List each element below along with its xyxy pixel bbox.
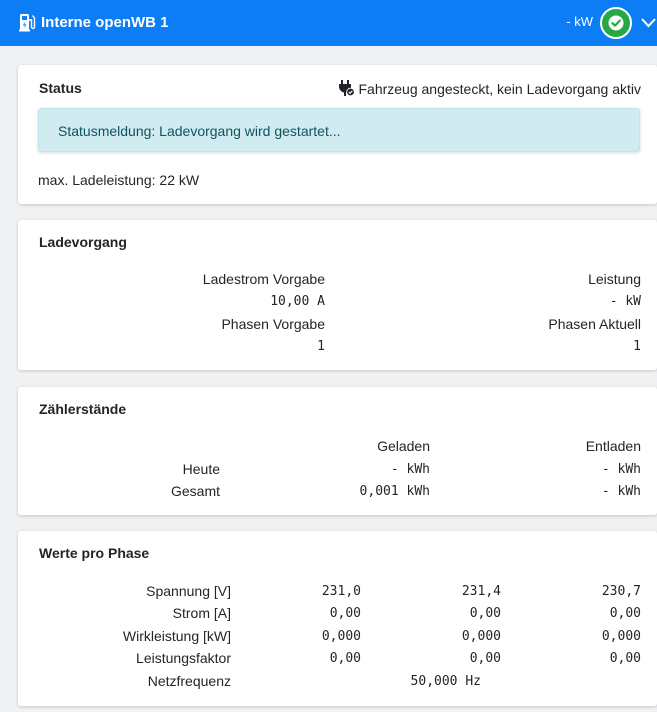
charging-station-icon <box>19 12 37 32</box>
status-card <box>18 65 657 204</box>
frequency-label: Netzfrequenz <box>147 673 231 689</box>
phases-target-label: Phasen Vorgabe <box>221 316 325 332</box>
phase-row-label: Wirkleistung [kW] <box>122 628 231 644</box>
phase-value-l3: 0,00 <box>609 651 641 666</box>
phases-actual-value: 1 <box>633 339 641 354</box>
phase-value-l3: 230,7 <box>601 584 641 599</box>
meters-card <box>18 387 657 515</box>
phase-row-label: Leistungsfaktor <box>136 650 231 666</box>
phase-value-l2: 0,000 <box>461 629 501 644</box>
current-target-label: Ladestrom Vorgabe <box>202 271 325 287</box>
frequency-value: 50,000 Hz <box>410 674 481 689</box>
phase-value-l3: 0,00 <box>609 606 641 621</box>
header-power-value: - kW <box>566 14 593 29</box>
max-charge-power: max. Ladeleistung: 22 kW <box>38 172 200 188</box>
phase-value-l1: 231,0 <box>321 584 361 599</box>
phase-value-l1: 0,00 <box>329 651 361 666</box>
current-target-value: 10,00 A <box>270 294 325 309</box>
chevron-down-icon[interactable] <box>640 14 657 31</box>
status-card-title: Status <box>39 80 82 96</box>
meters-row-charged: - kWh <box>390 462 430 477</box>
charging-card-title: Ladevorgang <box>39 234 127 250</box>
chargepoint-title: Interne openWB 1 <box>41 14 169 31</box>
meters-row-label: Heute <box>182 461 220 477</box>
plug-state <box>337 79 641 99</box>
check-circle-icon <box>600 7 632 39</box>
meters-col-charged: Geladen <box>377 438 430 454</box>
phase-value-l1: 0,000 <box>321 629 361 644</box>
phase-value-l2: 0,00 <box>469 606 501 621</box>
power-label: Leistung <box>588 271 641 287</box>
plug-state-text: Fahrzeug angesteckt, kein Ladevorgang aktiv <box>358 81 641 97</box>
meters-row-discharged: - kWh <box>601 484 641 499</box>
phase-value-l1: 0,00 <box>329 606 361 621</box>
status-message-text: Statusmeldung: Ladevorgang wird gestartet... <box>58 123 341 139</box>
phases-target-value: 1 <box>317 339 325 354</box>
meters-row-discharged: - kWh <box>601 462 641 477</box>
meters-col-discharged: Entladen <box>585 438 641 454</box>
power-value: - kW <box>609 294 641 309</box>
phase-values-card-title: Werte pro Phase <box>39 545 150 561</box>
phase-row-label: Spannung [V] <box>146 583 231 599</box>
phase-value-l2: 0,00 <box>469 651 501 666</box>
meters-row-charged: 0,001 kWh <box>359 484 430 499</box>
chargepoint-header[interactable] <box>0 0 657 46</box>
meters-row-label: Gesamt <box>170 483 220 499</box>
status-message-alert <box>38 108 640 152</box>
phase-value-l2: 231,4 <box>461 584 501 599</box>
phase-values-card <box>18 531 657 706</box>
plug-check-icon <box>337 79 355 97</box>
phase-row-label: Strom [A] <box>172 605 231 621</box>
charging-card <box>18 220 657 370</box>
phase-value-l3: 0,000 <box>601 629 641 644</box>
meters-card-title: Zählerstände <box>39 401 127 417</box>
phases-actual-label: Phasen Aktuell <box>548 316 641 332</box>
